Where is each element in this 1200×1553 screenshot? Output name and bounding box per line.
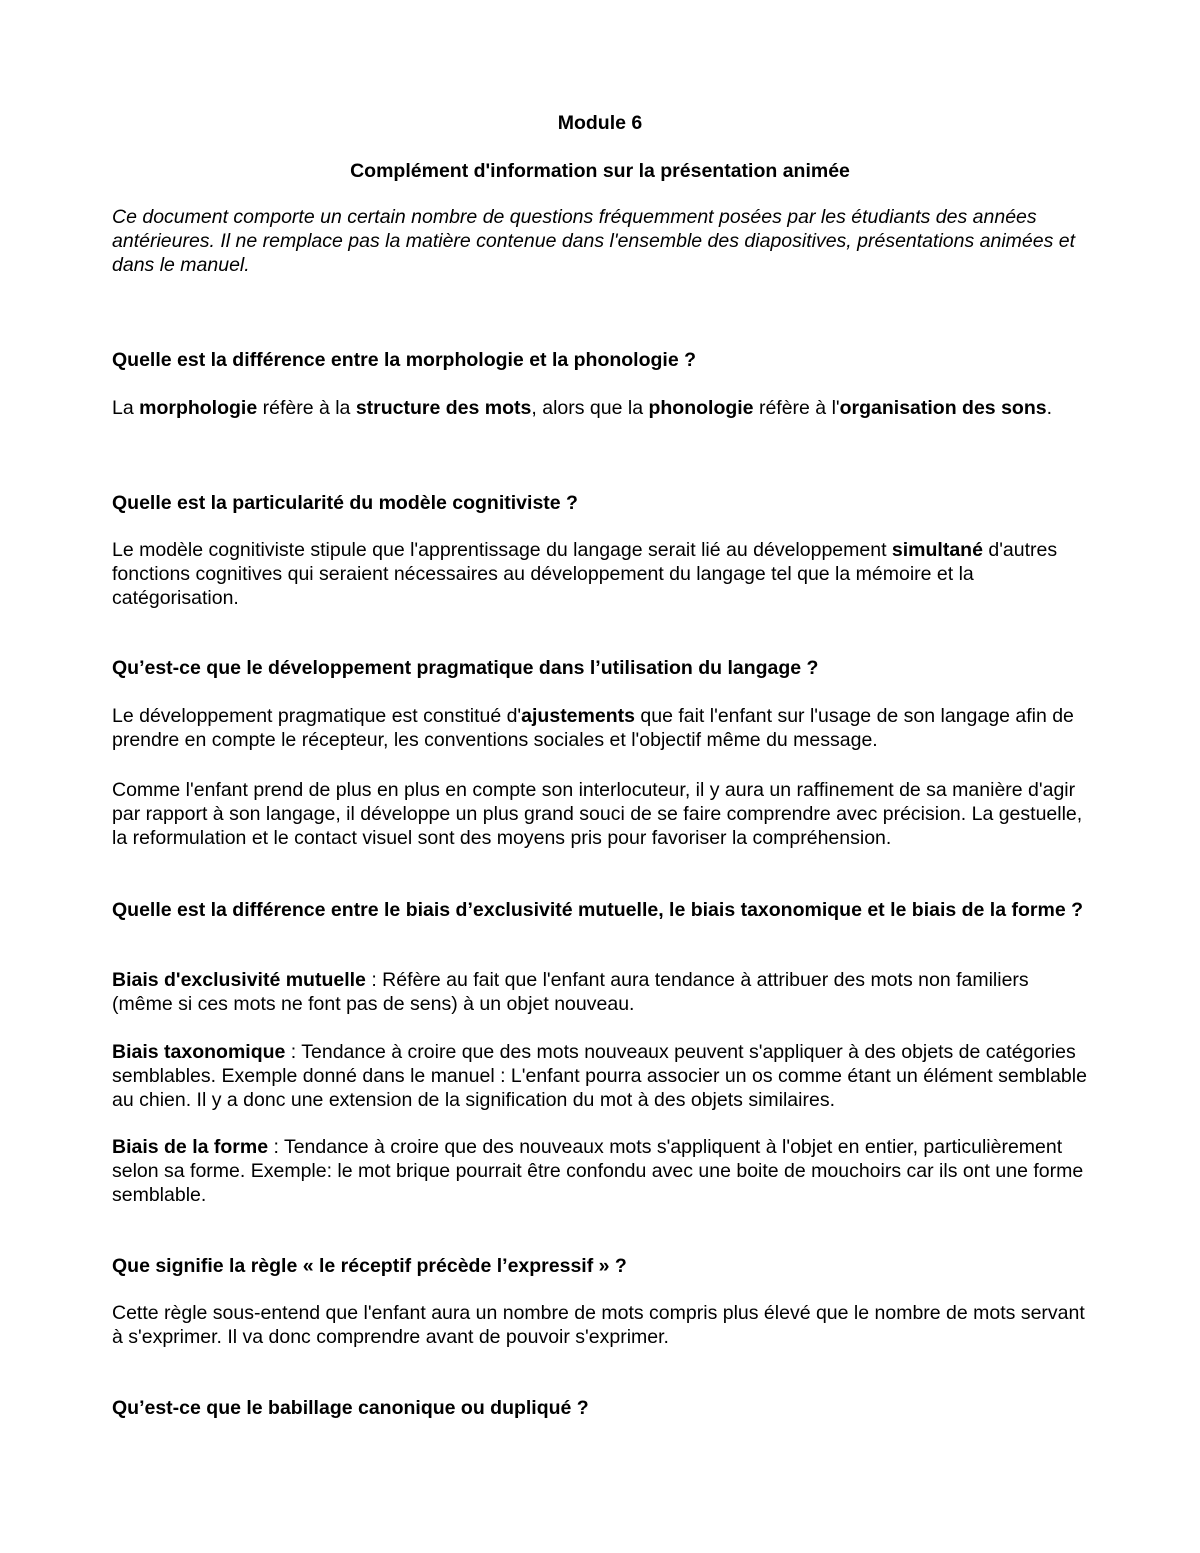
document-title: Module 6	[557, 112, 643, 134]
answer-morphologie-phonologie: La morphologie réfère à la structure des mots, alors que la phonologie réfère à l'organisation des sons.	[112, 397, 1053, 419]
document-subtitle: Complément d'information sur la présentation animée	[350, 160, 850, 182]
intro-paragraph: Ce document comporte un certain nombre de questions fréquemment posées par les étudiants des années antérieures. Il ne remplace pas la matière contenue dans l'ensemble des diapositives, présentations animées et dans le manuel.	[112, 206, 1076, 276]
question-modele-cognitiviste: Quelle est la particularité du modèle cognitiviste ?	[112, 492, 578, 514]
item-biais-taxonomique: Biais taxonomique : Tendance à croire que des mots nouveaux peuvent s'appliquer à des objets de catégories semblables. Exemple donné dans le manuel : L'enfant pourra associer un os comme étant un élément semblable au chien. Il y a donc une extension de la signification du mot à des objets similaires.	[112, 1041, 1087, 1111]
answer-developpement-pragmatique: Le développement pragmatique est constitué d'ajustements que fait l'enfant sur l'usage de son langage afin de prendre en compte le récepteur, les conventions sociales et l'objectif même du message.	[112, 705, 1074, 751]
answer-modele-cognitiviste: Le modèle cognitiviste stipule que l'apprentissage du langage serait lié au développement simultané d'autres fonctions cognitives qui seraient nécessaires au développement du langage tel que la mémoire et la catégorisation.	[112, 539, 1058, 609]
question-developpement-pragmatique: Qu’est-ce que le développement pragmatique dans l’utilisation du langage ?	[112, 657, 819, 679]
item-biais-forme: Biais de la forme : Tendance à croire que des nouveaux mots s'appliquent à l'objet en entier, particulièrement selon sa forme. Exemple: le mot brique pourrait être confondu avec une boite de mouchoirs car ils ont une forme semblable.	[112, 1136, 1084, 1206]
paragraph-interlocuteur: Comme l'enfant prend de plus en plus en compte son interlocuteur, il y aura un raffinement de sa manière d'agir par rapport à son langage, il développe un plus grand souci de se faire comprendre avec précision. La gestuelle, la reformulation et le contact visuel sont des moyens pris pour favoriser la compréhension.	[112, 779, 1083, 849]
question-morphologie-phonologie: Quelle est la différence entre la morphologie et la phonologie ?	[112, 349, 697, 371]
answer-regle-receptif: Cette règle sous-entend que l'enfant aura un nombre de mots compris plus élevé que le nombre de mots servant à s'exprimer. Il va donc comprendre avant de pouvoir s'exprimer.	[112, 1302, 1085, 1348]
item-biais-exclusivite-mutuelle: Biais d'exclusivité mutuelle : Réfère au fait que l'enfant aura tendance à attribuer des mots non familiers (même si ces mots ne font pas de sens) à un objet nouveau.	[112, 969, 1029, 1015]
question-biais: Quelle est la différence entre le biais d’exclusivité mutuelle, le biais taxonomique et le biais de la forme ?	[112, 899, 1083, 921]
question-babillage: Qu’est-ce que le babillage canonique ou dupliqué ?	[112, 1397, 589, 1419]
question-regle-receptif: Que signifie la règle « le réceptif précède l’expressif » ?	[112, 1255, 627, 1277]
